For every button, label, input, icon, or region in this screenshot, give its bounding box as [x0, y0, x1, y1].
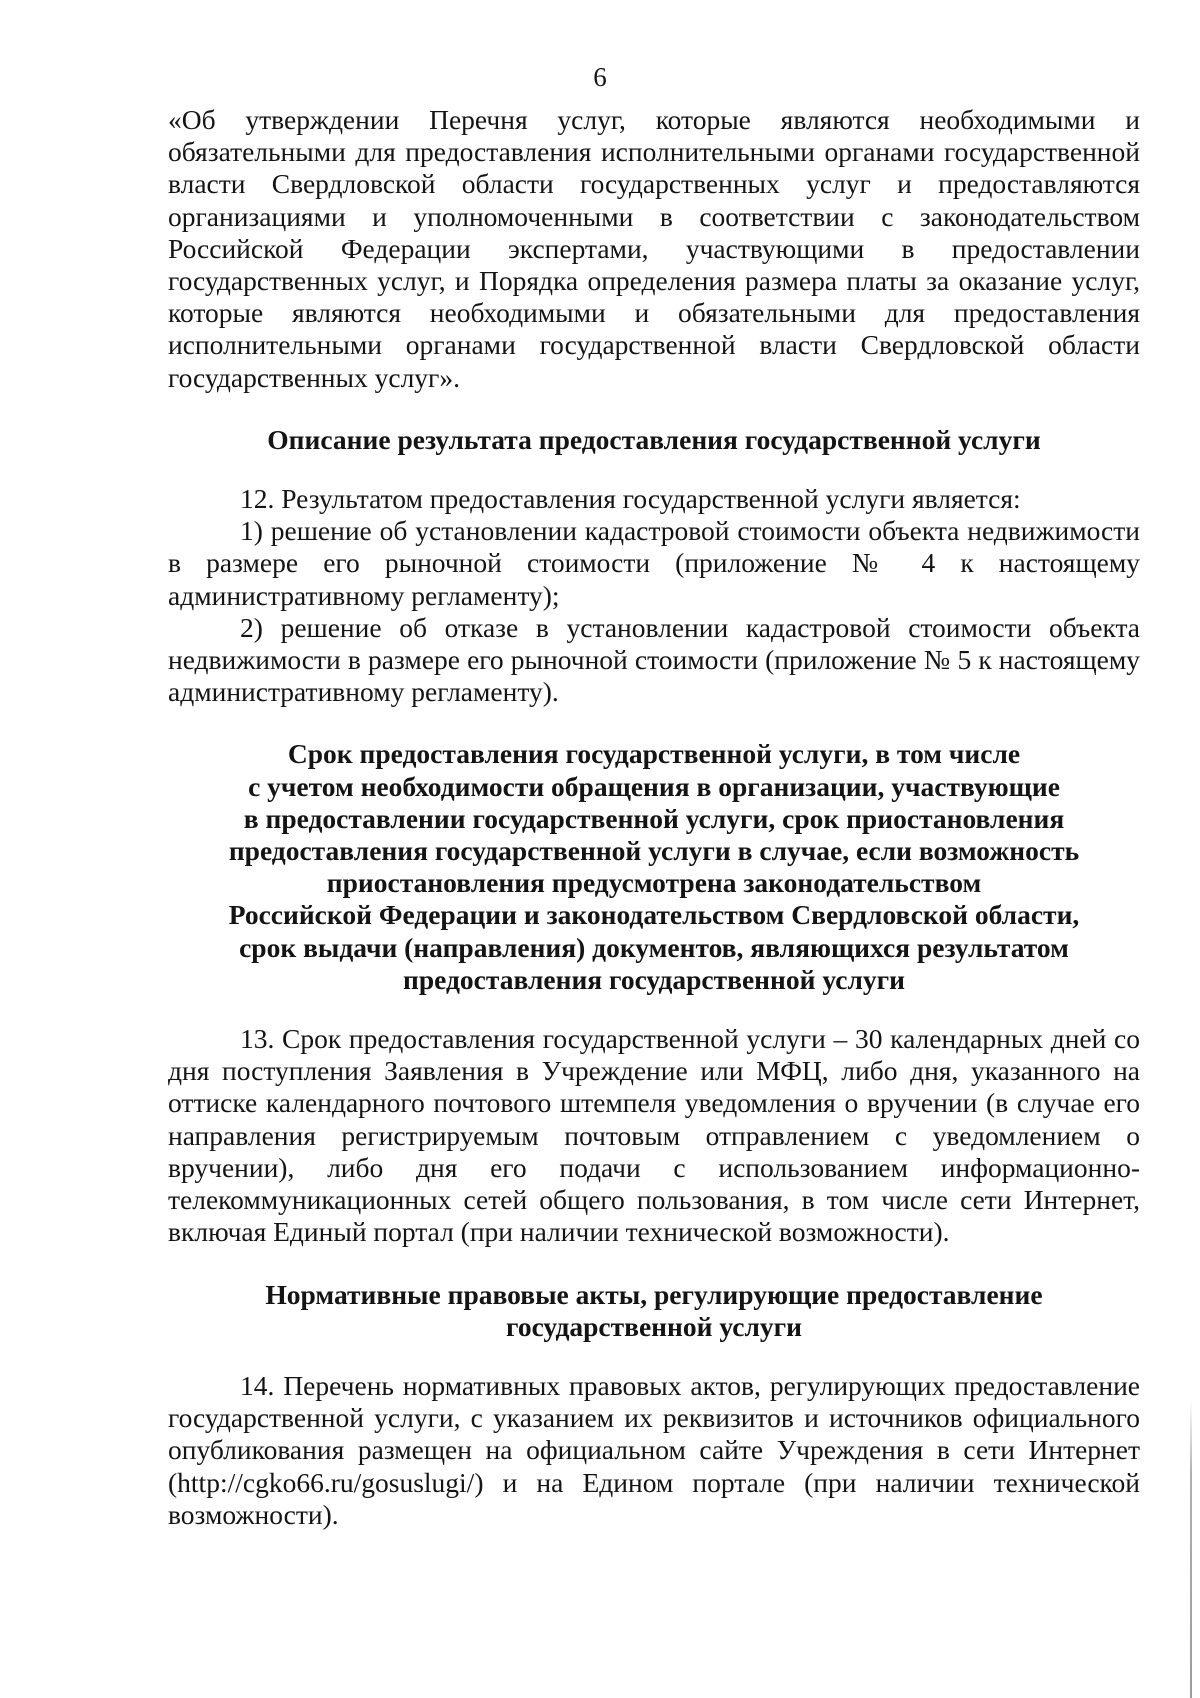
term-heading-line: Российской Федерации и законодательством Свердловской области,: [228, 899, 1080, 931]
term-paragraph-13: 13. Срок предоставления государственной услуги – 30 календарных дней со дня поступления Заявления в Учреждение или МФЦ, либо дня, указанного на оттиске календарного почтового штемпеля уведомления о вручении (в случае его направления регистрируемым почтовым отправлением с уведомлением о вручении), либо дня его подачи с использованием информационно-телекоммуникационных сетей общего пользования, в том числе сети Интернет, включая Единый портал (при наличии технической возможности).: [168, 1023, 1140, 1248]
section-acts-heading: [168, 1279, 1140, 1343]
term-heading-line: с учетом необходимости обращения в организации, участвующие: [248, 770, 1060, 802]
term-heading-line: Срок предоставления государственной услуги, в том числе: [287, 738, 1021, 770]
result-item-1: 1) решение об установлении кадастровой стоимости объекта недвижимости в размере его рыночной стоимости (приложение № 4 к настоящему административному регламенту);: [168, 515, 1140, 611]
section-term-heading: [168, 738, 1140, 996]
acts-paragraph-14: 14. Перечень нормативных правовых актов, регулирующих предоставление государственной услуги, с указанием их реквизитов и источников официального опубликования размещен на официальном сайте Учреждения в сети Интернет (http://cgko66.ru/gosuslugi/) и на Едином портале (при наличии технической возможности).: [168, 1369, 1140, 1530]
term-heading-line: предоставления государственной услуги в случае, если возможность: [228, 835, 1080, 867]
scan-edge-line: [1190, 1400, 1192, 1698]
acts-heading-line: государственной услуги: [506, 1310, 802, 1342]
continuation-paragraph: «Об утверждении Перечня услуг, которые являются необходимыми и обязательными для предоставления исполнительными органами государственной власти Свердловской области государственных услуг и предоставляются организациями и уполномоченными в соответствии с законодательством Российской Федерации экспертами, участвующими в предоставлении государственных услуг, и Порядка определения размера платы за оказание услуг, которые являются необходимыми и обязательными для предоставления исполнительными органами государственной власти Свердловской области государственных услуг».: [168, 104, 1140, 393]
section-result-heading: Описание результата предоставления государственной услуги: [267, 423, 1041, 455]
term-heading-line: в предоставлении государственной услуги, срок приостановления: [243, 802, 1065, 834]
result-paragraph-12: 12. Результатом предоставления государственной услуги является:: [240, 483, 1021, 515]
term-heading-line: приостановления предусмотрена законодательством: [326, 867, 982, 899]
result-item-2: 2) решение об отказе в установлении кадастровой стоимости объекта недвижимости в размере его рыночной стоимости (приложение № 5 к настоящему административному регламенту).: [168, 611, 1140, 708]
acts-heading-line: Нормативные правовые акты, регулирующие предоставление: [265, 1278, 1043, 1310]
document-body: [168, 104, 1140, 1531]
page-number: 6: [593, 62, 607, 92]
term-heading-line: срок выдачи (направления) документов, являющихся результатом: [239, 931, 1069, 963]
term-heading-line: предоставления государственной услуги: [403, 963, 905, 995]
